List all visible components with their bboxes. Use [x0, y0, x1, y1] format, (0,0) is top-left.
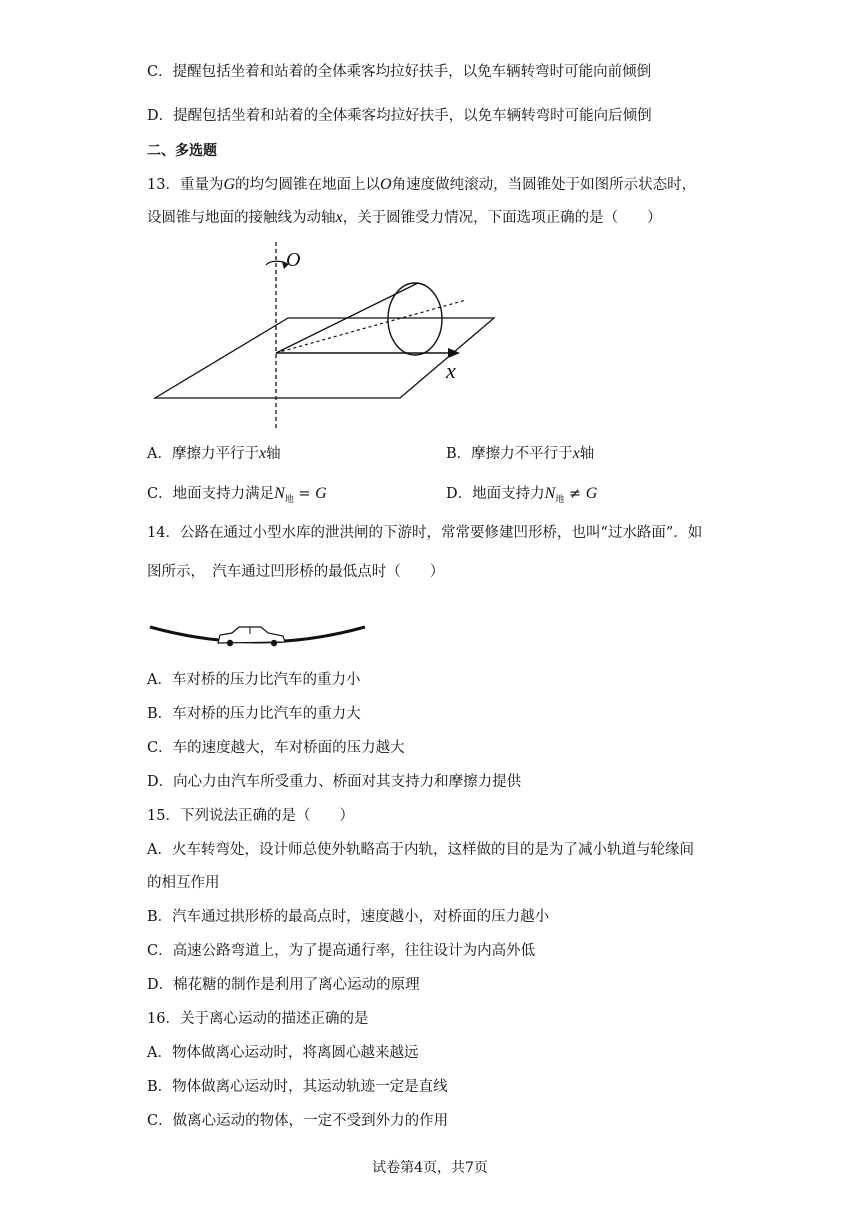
- option-text: 轴: [579, 446, 595, 462]
- figure-label-x: x: [446, 358, 456, 383]
- option-text: A．摩擦力平行于: [147, 446, 259, 462]
- q14-option-d: D．向心力由汽车所受重力、桥面对其支持力和摩擦力提供: [147, 774, 522, 790]
- q13-text: 13．重量为: [147, 177, 224, 193]
- q16-option-a: A．物体做离心运动时，将离圆心越来越远: [147, 1045, 419, 1061]
- q13-symbol-x: x: [335, 209, 343, 226]
- option-text: C．地面支持力满足: [147, 486, 275, 502]
- q13-text: 的均匀圆锥在地面上以: [235, 177, 381, 193]
- q13-text: ，关于圆锥受力情况，下面选项正确的是（ ）: [342, 210, 662, 226]
- q16-option-b: B．物体做离心运动时，其运动轨迹一定是直线: [147, 1079, 448, 1095]
- q14-option-a: A．车对桥的压力比汽车的重力小: [147, 672, 361, 688]
- q16-stem: 16．关于离心运动的描述正确的是: [147, 1011, 369, 1027]
- q13-symbol-g: G: [223, 176, 236, 193]
- q13-stem-line1: [147, 175, 696, 195]
- option-subscript: 地: [284, 494, 294, 505]
- option-symbol-x: x: [572, 445, 580, 462]
- option-operator: =: [293, 486, 316, 502]
- q15-stem: 15．下列说法正确的是（ ）: [147, 808, 354, 824]
- q12-option-d: D．提醒包括坐着和站着的全体乘客均拉好扶手，以免车辆转弯时可能向后倾倒: [147, 108, 652, 124]
- q15-option-b: B．汽车通过拱形桥的最高点时，速度越小，对桥面的压力越小: [147, 909, 550, 925]
- page-footer: 试卷第4页，共7页: [372, 1160, 488, 1176]
- option-symbol-g: G: [315, 485, 327, 502]
- q15-option-c: C．高速公路弯道上，为了提高通行率，往往设计为内高外低: [147, 943, 536, 959]
- q13-symbol-o: O: [380, 176, 392, 193]
- q13-option-c: [147, 484, 327, 510]
- section-heading: 二、多选题: [147, 143, 217, 159]
- figure-label-o: O: [286, 249, 301, 271]
- q13-option-b: [446, 444, 594, 464]
- option-symbol-n: N: [544, 485, 556, 502]
- q14-stem-line1: 14．公路在通过小型水库的泄洪闸的下游时，常常要修建凹形桥，也叫“过水路面”．如: [147, 525, 703, 541]
- option-text: 轴: [266, 446, 281, 462]
- option-symbol-n: N: [274, 485, 285, 502]
- q13-text: 角速度做纯滚动，当圆锥处于如图所示状态时，: [391, 177, 697, 193]
- q13-text: 设圆锥与地面的接触线为动轴: [147, 210, 336, 226]
- option-text: D．地面支持力: [446, 486, 545, 502]
- q15-option-a-cont: 的相互作用: [147, 875, 220, 891]
- q15-option-d: D．棉花糖的制作是利用了离心运动的原理: [147, 977, 420, 993]
- q13-option-d: [446, 484, 597, 510]
- q16-option-c: C．做离心运动的物体，一定不受到外力的作用: [147, 1113, 449, 1129]
- option-text: B．摩擦力不平行于: [446, 446, 573, 462]
- option-symbol-g: G: [585, 485, 598, 502]
- q12-option-c: C．提醒包括坐着和站着的全体乘客均拉好扶手，以免车辆转弯时可能向前倾倒: [147, 64, 652, 80]
- q15-option-a: A．火车转弯处，设计师总使外轨略高于内轨，这样做的目的是为了减小轨道与轮缘间: [147, 842, 694, 858]
- q13-stem-line2: [147, 208, 662, 228]
- q14-option-c: C．车的速度越大，车对桥面的压力越大: [147, 740, 405, 756]
- q14-stem-line2: 图所示， 汽车通过凹形桥的最低点时（ ）: [147, 564, 445, 580]
- q13-option-a: [147, 444, 281, 464]
- concave-bridge-diagram: [146, 615, 376, 655]
- option-operator: ≠: [564, 486, 586, 502]
- q14-option-b: B．车对桥的压力比汽车的重力大: [147, 706, 361, 722]
- cone-diagram: [148, 240, 508, 430]
- option-subscript: 地: [555, 494, 565, 505]
- option-symbol-x: x: [258, 445, 267, 462]
